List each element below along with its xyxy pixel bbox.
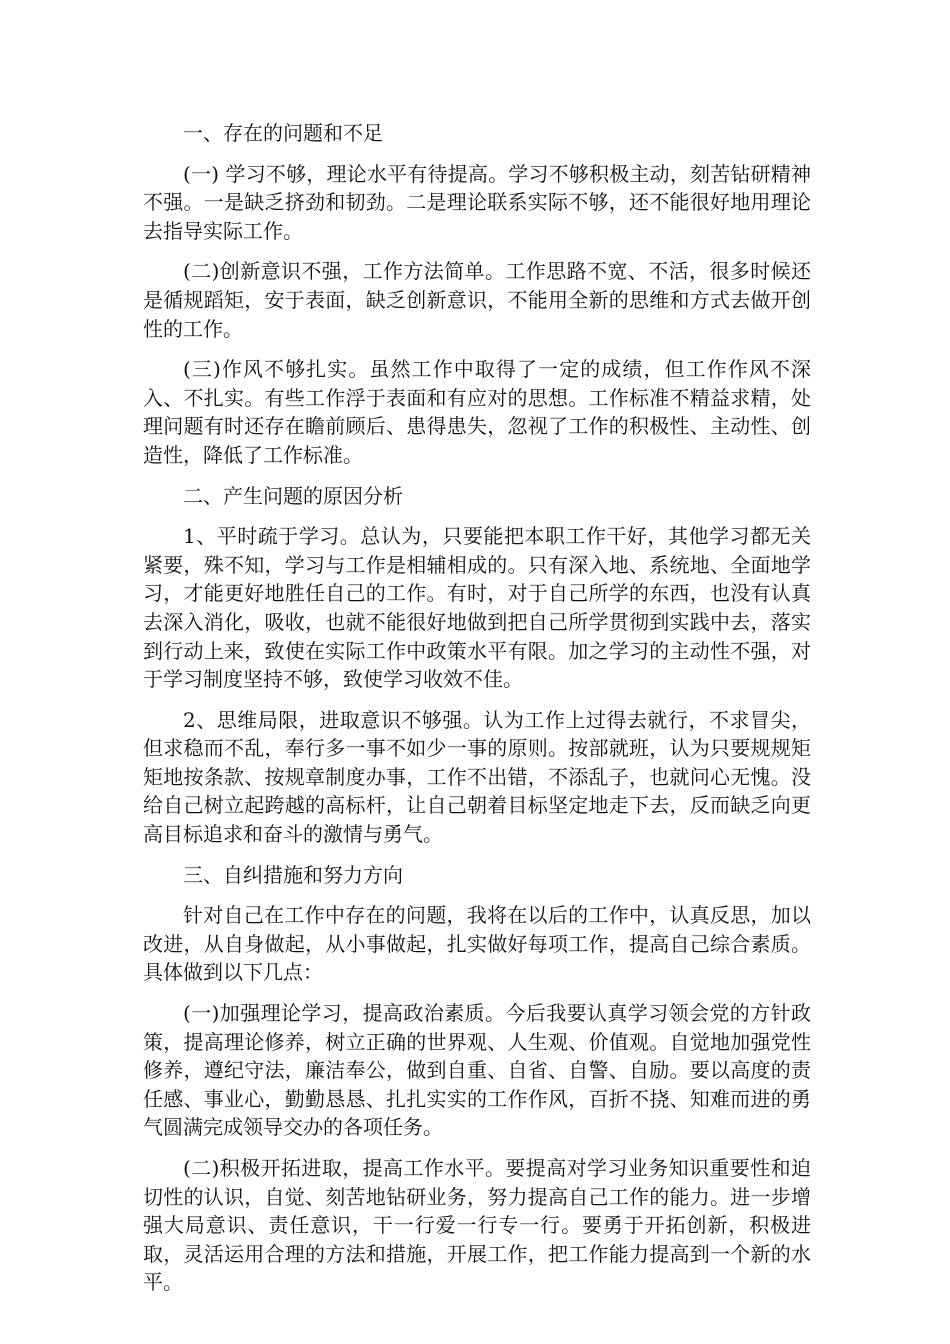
paragraph: (三)作风不够扎实。虽然工作中取得了一定的成绩，但工作作风不深入、不扎实。有些工作浮于表面和有应对的思想。工作标准不精益求精，处理问题有时还存在瞻前顾后、患得患失，忽视了工作的积极性、主动性、创造性，降低了工作标准。 [143,357,811,467]
paragraph: (二)积极开拓进取，提高工作水平。要提高对学习业务知识重要性和迫切性的认识，自觉、刻苦地钻研业务，努力提高自己工作的能力。进一步增强大局意识、责任意识，干一行爱一行专一行。要勇于开拓创新，积极进取，灵活运用合理的方法和措施，开展工作，把工作能力提高到一个新的水平。 [143,1156,811,1295]
section-heading: 二、产生问题的原因分析 [183,483,403,508]
paragraph: 针对自己在工作中存在的问题，我将在以后的工作中，认真反思，加以改进，从自身做起，从小事做起，扎实做好每项工作，提高自己综合素质。具体做到以下几点： [143,903,811,985]
paragraph: 1、平时疏于学习。总认为，只要能把本职工作干好，其他学习都无关紧要，殊不知，学习与工作是相辅相成的。只有深入地、系统地、全面地学习，才能更好地胜任自己的工作。有时，对于自己所学的东西，也没有认真去深入消化，吸收，也就不能很好地做到把自己所学贯彻到实践中去，落实到行动上来，致使在实际工作中政策水平有限。加之学习的主动性不强，对于学习制度坚持不够，致使学习收效不佳。 [143,524,811,692]
paragraph: 2、思维局限，进取意识不够强。认为工作上过得去就行，不求冒尖，但求稳而不乱，奉行多一事不如少一事的原则。按部就班，认为只要规规矩矩地按条款、按规章制度办事，工作不出错，不添乱子，也就问心无愧。没给自己树立起跨越的高标杆，让自己朝着目标坚定地走下去，反而缺乏向更高目标追求和奋斗的激情与勇气。 [143,707,811,847]
paragraph: (一) 学习不够，理论水平有待提高。学习不够积极主动，刻苦钻研精神不强。一是缺乏挤劲和韧劲。二是理论联系实际不够，还不能很好地用理论去指导实际工作。 [143,161,811,243]
section-heading: 三、自纠措施和努力方向 [183,862,403,887]
paragraph: (二)创新意识不强，工作方法简单。工作思路不宽、不活，很多时候还是循规蹈矩，安于表面，缺乏创新意识，不能用全新的思维和方式去做开创性的工作。 [143,259,811,341]
section-heading: 一、存在的问题和不足 [183,121,383,145]
document-body [143,119,811,1309]
paragraph: (一)加强理论学习，提高政治素质。今后我要认真学习领会党的方针政策，提高理论修养，树立正确的世界观、人生观、价值观。自觉地加强党性修养，遵纪守法，廉洁奉公，做到自重、自省、自警、自励。要以高度的责任感、事业心，勤勤恳恳、扎扎实实的工作作风，百折不挠、知难而进的勇气圆满完成领导交办的各项任务。 [143,1001,811,1140]
